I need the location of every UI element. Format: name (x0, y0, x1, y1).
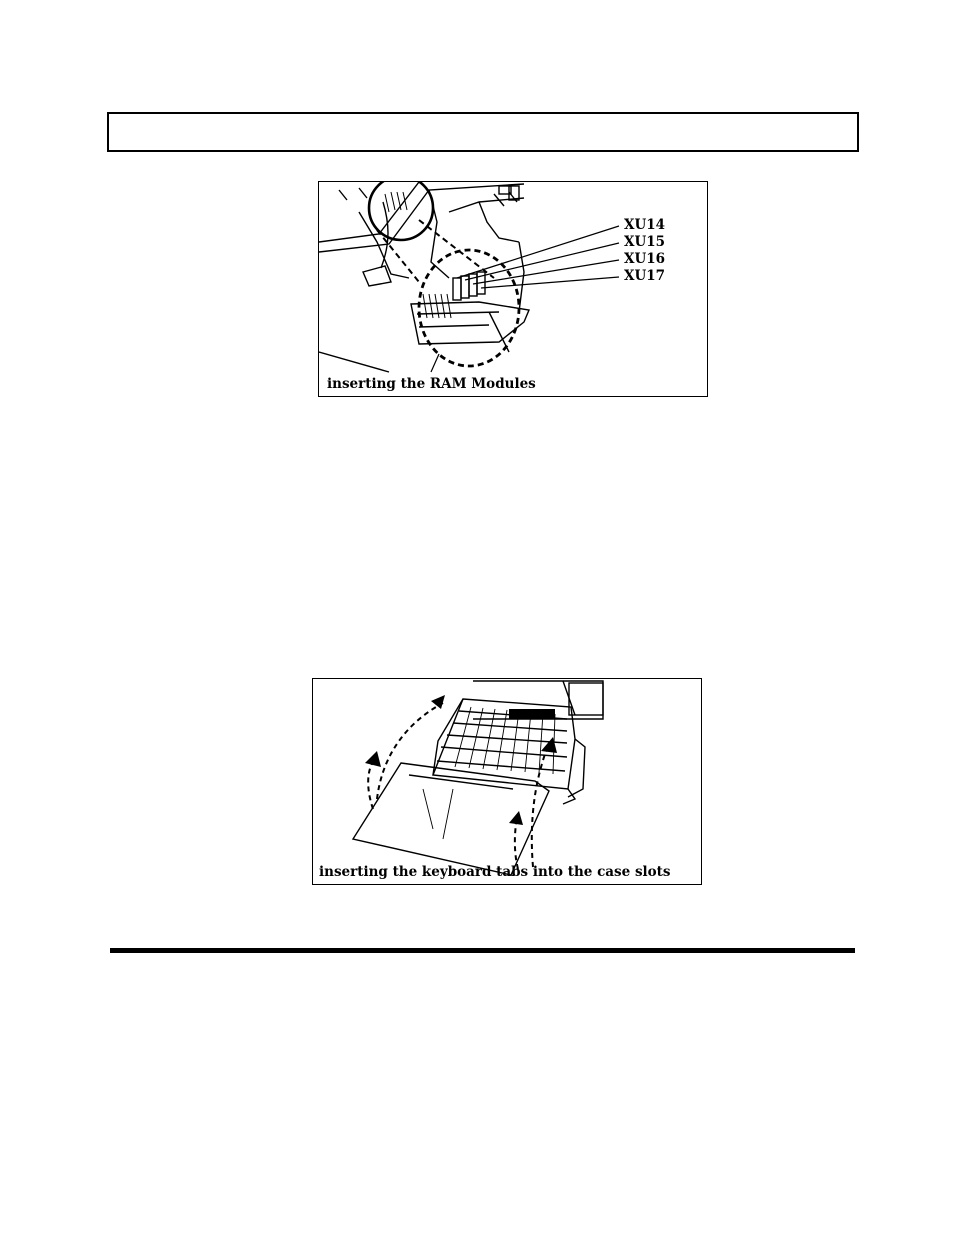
keyboard-tabs-caption: inserting the keyboard tabs into the case slots (319, 864, 671, 880)
socket-label-xu14: XU14 (624, 217, 666, 233)
keyboard-tabs-drawing (313, 679, 701, 884)
ram-modules-illustration (318, 181, 708, 397)
socket-label-xu16: XU16 (624, 251, 666, 267)
ram-modules-drawing (319, 182, 707, 396)
socket-label-xu17: XU17 (624, 268, 666, 284)
keyboard-tabs-illustration (312, 678, 702, 885)
section-divider-rule (110, 948, 855, 953)
socket-label-xu15: XU15 (624, 234, 666, 250)
ram-modules-caption: inserting the RAM Modules (327, 376, 536, 392)
section-header-box (107, 112, 859, 152)
